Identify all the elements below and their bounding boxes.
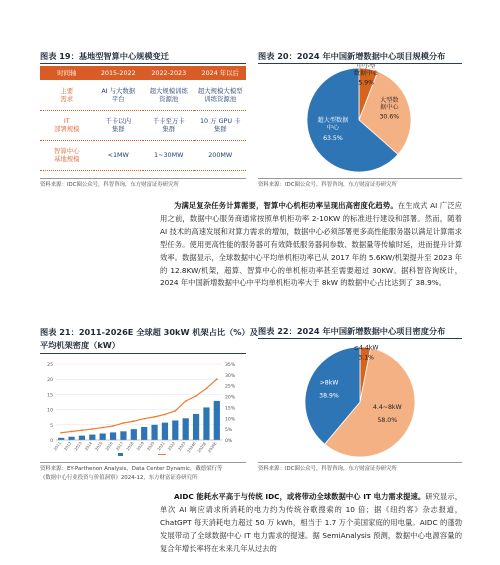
fig21-source-rule: [40, 462, 246, 463]
line-point: [71, 431, 73, 433]
y-right-tick-label: 35%: [225, 363, 236, 368]
x-tick-label: 2025E: [196, 440, 208, 454]
x-tick-label: 2016: [104, 440, 114, 452]
line-point: [102, 427, 104, 429]
fig19-header-row: [40, 66, 246, 80]
fig21-title-line2: 平均机架密度（kW）: [40, 340, 120, 350]
line-point: [112, 425, 114, 427]
fig19-table-cell: 1~30MW: [143, 140, 195, 170]
line-point: [206, 387, 208, 389]
fig21-title-rule: [40, 353, 246, 354]
fig19-header-cell: 2015-2022: [94, 66, 143, 80]
fig22-title: [258, 326, 445, 337]
line-point: [81, 429, 83, 431]
fig19-table-cell: 超大规模大模型 训练资源池: [194, 80, 246, 110]
fig22-label: 图表 22：: [258, 326, 297, 336]
legend-swatch-bar: [118, 453, 123, 456]
y-left-tick-label: 0: [50, 439, 53, 444]
x-tick-label: 2015: [93, 440, 104, 452]
fig19-table: [40, 66, 246, 171]
bar-mark: [214, 401, 220, 440]
y-left-tick-label: 15: [47, 393, 53, 399]
x-tick-label: 2023: [176, 440, 187, 452]
fig19-table-row: [40, 80, 246, 110]
bar-mark: [89, 435, 95, 440]
fig19-row-head: 主要 需求: [40, 80, 94, 110]
fig19-table-cell: AI 与大数据 平台: [94, 80, 143, 110]
x-tick-label: 2019: [135, 440, 146, 452]
fig22-pie-chart: [258, 340, 462, 460]
fig20-title: [258, 51, 445, 62]
paragraph-text: [160, 200, 462, 290]
line-point: [185, 400, 187, 402]
line-point: [164, 414, 166, 416]
line-point: [91, 428, 93, 430]
fig20-source: 资料来源：IDC圈公众号，科智咨询，东方财富证券研究所: [258, 182, 397, 188]
line-point: [60, 432, 62, 434]
y-right-tick-label: 5%: [225, 428, 233, 434]
fig22-title-rule: [258, 338, 462, 339]
fig21-title-line1: 2011-2026E 全球超 30kW 机架占比（%）及: [78, 327, 258, 337]
x-tick-label: 2022: [166, 440, 177, 452]
y-right-tick-label: 0%: [225, 439, 233, 444]
fig19-header-cell: 时间轴: [40, 66, 94, 80]
pie-label-small-value: 5.9%: [358, 79, 375, 87]
bar-mark: [141, 427, 147, 440]
pie-label-gt8-name: >8kW: [319, 379, 339, 387]
bar-mark: [131, 429, 137, 440]
fig20-source-rule: [258, 178, 462, 179]
y-left-tick-label: 5: [50, 423, 53, 429]
bar-mark: [100, 433, 106, 440]
pie-label-4to8-value: 58.0%: [377, 417, 398, 425]
fig19-title-rule: [40, 63, 246, 64]
line-point: [174, 410, 176, 412]
y-left-tick-label: 25: [47, 363, 53, 368]
bar-mark: [172, 420, 178, 440]
pie-label-4to8-name: 4.4~8kW: [372, 404, 402, 412]
x-tick-label: 2011: [52, 440, 63, 452]
pie-label-huge-name: 超大型数据中心: [317, 117, 349, 132]
fig19-table-row: [40, 110, 246, 140]
bar-mark: [183, 418, 189, 440]
paragraph-body: 在生成式 AI 广泛应用之前，数据中心服务商通常按照单机柜功率 2-10KW 的标准进行建设和部署。然而，随着 AI 技术的高速发展和对算力需求的增加，数据中心必须部署更多高性能服务器以满足计算需求型任务。使用更高性能的服务器可有效降低服务器间参数、数据量等传输时延，进而提升计算效率。数据显示，全球数据中心平均单机柜功率已从 2017 年的 5.6KW/机架提升至 2023 年的 12.8KW/机架，超算、智算中心的单机柜功率甚至需要超过 30KW。据科智咨询统计，2024 年中国新增数据中心中平均单机柜功率大于 8kW 的数据中心占比达到了 38.9%。: [160, 201, 462, 288]
x-tick-label: 2013: [73, 440, 83, 452]
fig19-table-cell: 200MW: [194, 140, 246, 170]
fig22-source: 资料来源：IDC圈公众号，科智咨询，东方财富证券研究所: [258, 466, 397, 472]
fig19-label: 图表 19：: [40, 51, 79, 61]
fig19-header-cell: 2022-2023: [143, 66, 195, 80]
x-tick-label: 2021: [156, 440, 166, 452]
fig19-row-head: IT 部署规模: [40, 110, 94, 140]
x-tick-label: 2024E: [185, 440, 197, 454]
line-point: [143, 418, 145, 420]
fig22-title-text: 2024 年中国新增数据中心项目密度分布: [296, 326, 446, 336]
y-left-tick-label: 20: [47, 378, 53, 384]
pie-label-huge-value: 63.5%: [323, 134, 343, 142]
fig19-table-cell: 千卡以内 集群: [94, 110, 143, 140]
x-tick-label: 2018: [124, 440, 135, 452]
bar-mark: [193, 414, 199, 440]
fig19-table-cell: <1MW: [94, 140, 143, 170]
fig21-source-line1: 资料来源：EY-Parthenon Analysis，Data Center Dynamic，戴德梁行等: [40, 466, 223, 472]
bar-mark: [203, 407, 209, 440]
paragraph-lead: 为满足复杂任务计算需要，智算中心机柜功率呈现出高密度化趋势。: [174, 201, 398, 210]
fig21-title: [40, 326, 258, 352]
bar-mark: [110, 432, 116, 440]
fig19-table-cell: 10 万 GPU 卡 集群: [194, 110, 246, 140]
fig22-source-rule: [258, 462, 462, 463]
y-right-tick-label: 20%: [225, 395, 236, 401]
body-paragraph-2: [160, 491, 462, 556]
bar-mark: [68, 437, 74, 440]
fig19-table-row: [40, 140, 246, 170]
line-point: [123, 422, 125, 424]
fig21-combo-chart: [40, 356, 246, 460]
fig20-label: 图表 20：: [258, 51, 297, 61]
fig19-source: 资料来源：IDC圈公众号，科智咨询，东方财富证券研究所: [40, 182, 179, 188]
paragraph-body: 研究显示，单次 AI 响应请求所消耗的电力约为传统谷歌搜索的 10 倍；据《纽约客》杂志报道，ChatGPT 每天消耗电力超过 50 万 kWh，相当于 1.7 万个美国家庭的用电量。AIDC 的蓬勃发展带动了全球数据中心 IT 电力需求的提速。据 SemiAnalysis 预测，数据中心电源容量的复合年增长率将在未来几年从过去的: [160, 492, 462, 553]
pie-label-gt8-value: 38.9%: [319, 392, 339, 400]
pie-label-le4-name: ≤4.4kW: [353, 344, 379, 352]
bar-mark: [151, 425, 157, 440]
x-tick-label: 2014: [83, 440, 94, 452]
fig19-title-text: 基地型智算中心规模变迁: [78, 51, 169, 61]
bar-mark: [120, 431, 126, 440]
paragraph-lead: AIDC 能耗水平高于与传统 IDC，或将带动全球数据中心 IT 电力需求提速。: [174, 492, 426, 501]
pie-label-small-name: 中小型数据中心: [353, 64, 379, 78]
fig21-label: 图表 21：: [40, 327, 79, 337]
fig19-header-cell: 2024 年以后: [194, 66, 246, 80]
fig21-source: [40, 465, 222, 482]
fig19-title: [40, 51, 169, 62]
y-left-tick-label: 10: [47, 408, 53, 414]
pie-label-large-name: 大型数据中心: [380, 97, 399, 112]
fig20-title-text: 2024 年中国新增数据中心项目规模分布: [296, 51, 446, 61]
fig19-row-head: 智算中心 基地规模: [40, 140, 94, 170]
body-paragraph-1: [160, 200, 462, 290]
line-point: [133, 420, 135, 422]
bar-mark: [58, 438, 64, 440]
line-point: [195, 395, 197, 397]
y-right-tick-label: 30%: [225, 373, 236, 379]
x-tick-label: 2026E: [206, 440, 218, 454]
pie-label-le4-value: 3.1%: [358, 354, 375, 362]
bar-mark: [162, 423, 168, 440]
fig19-source-rule: [40, 178, 246, 179]
x-tick-label: 2017: [114, 440, 125, 452]
line-point: [216, 378, 218, 380]
fig19-table-cell: 超大规模训练 资源池: [143, 80, 195, 110]
fig19-table-cell: 千卡至万卡 集群: [143, 110, 195, 140]
bar-mark: [79, 436, 85, 440]
x-tick-label: 2020: [145, 440, 156, 452]
y-right-tick-label: 10%: [225, 417, 236, 423]
y-right-tick-label: 15%: [225, 406, 236, 412]
paragraph-text: [160, 491, 462, 556]
x-tick-label: 2012: [62, 440, 73, 452]
pie-label-large-value: 30.6%: [379, 113, 400, 121]
fig21-source-line2: 《数据中心行业投资与价值洞察》2024-12，东方财富证券研究所: [40, 474, 198, 481]
fig20-pie-chart: [258, 64, 462, 176]
line-point: [154, 416, 156, 418]
y-right-tick-label: 25%: [225, 384, 236, 390]
